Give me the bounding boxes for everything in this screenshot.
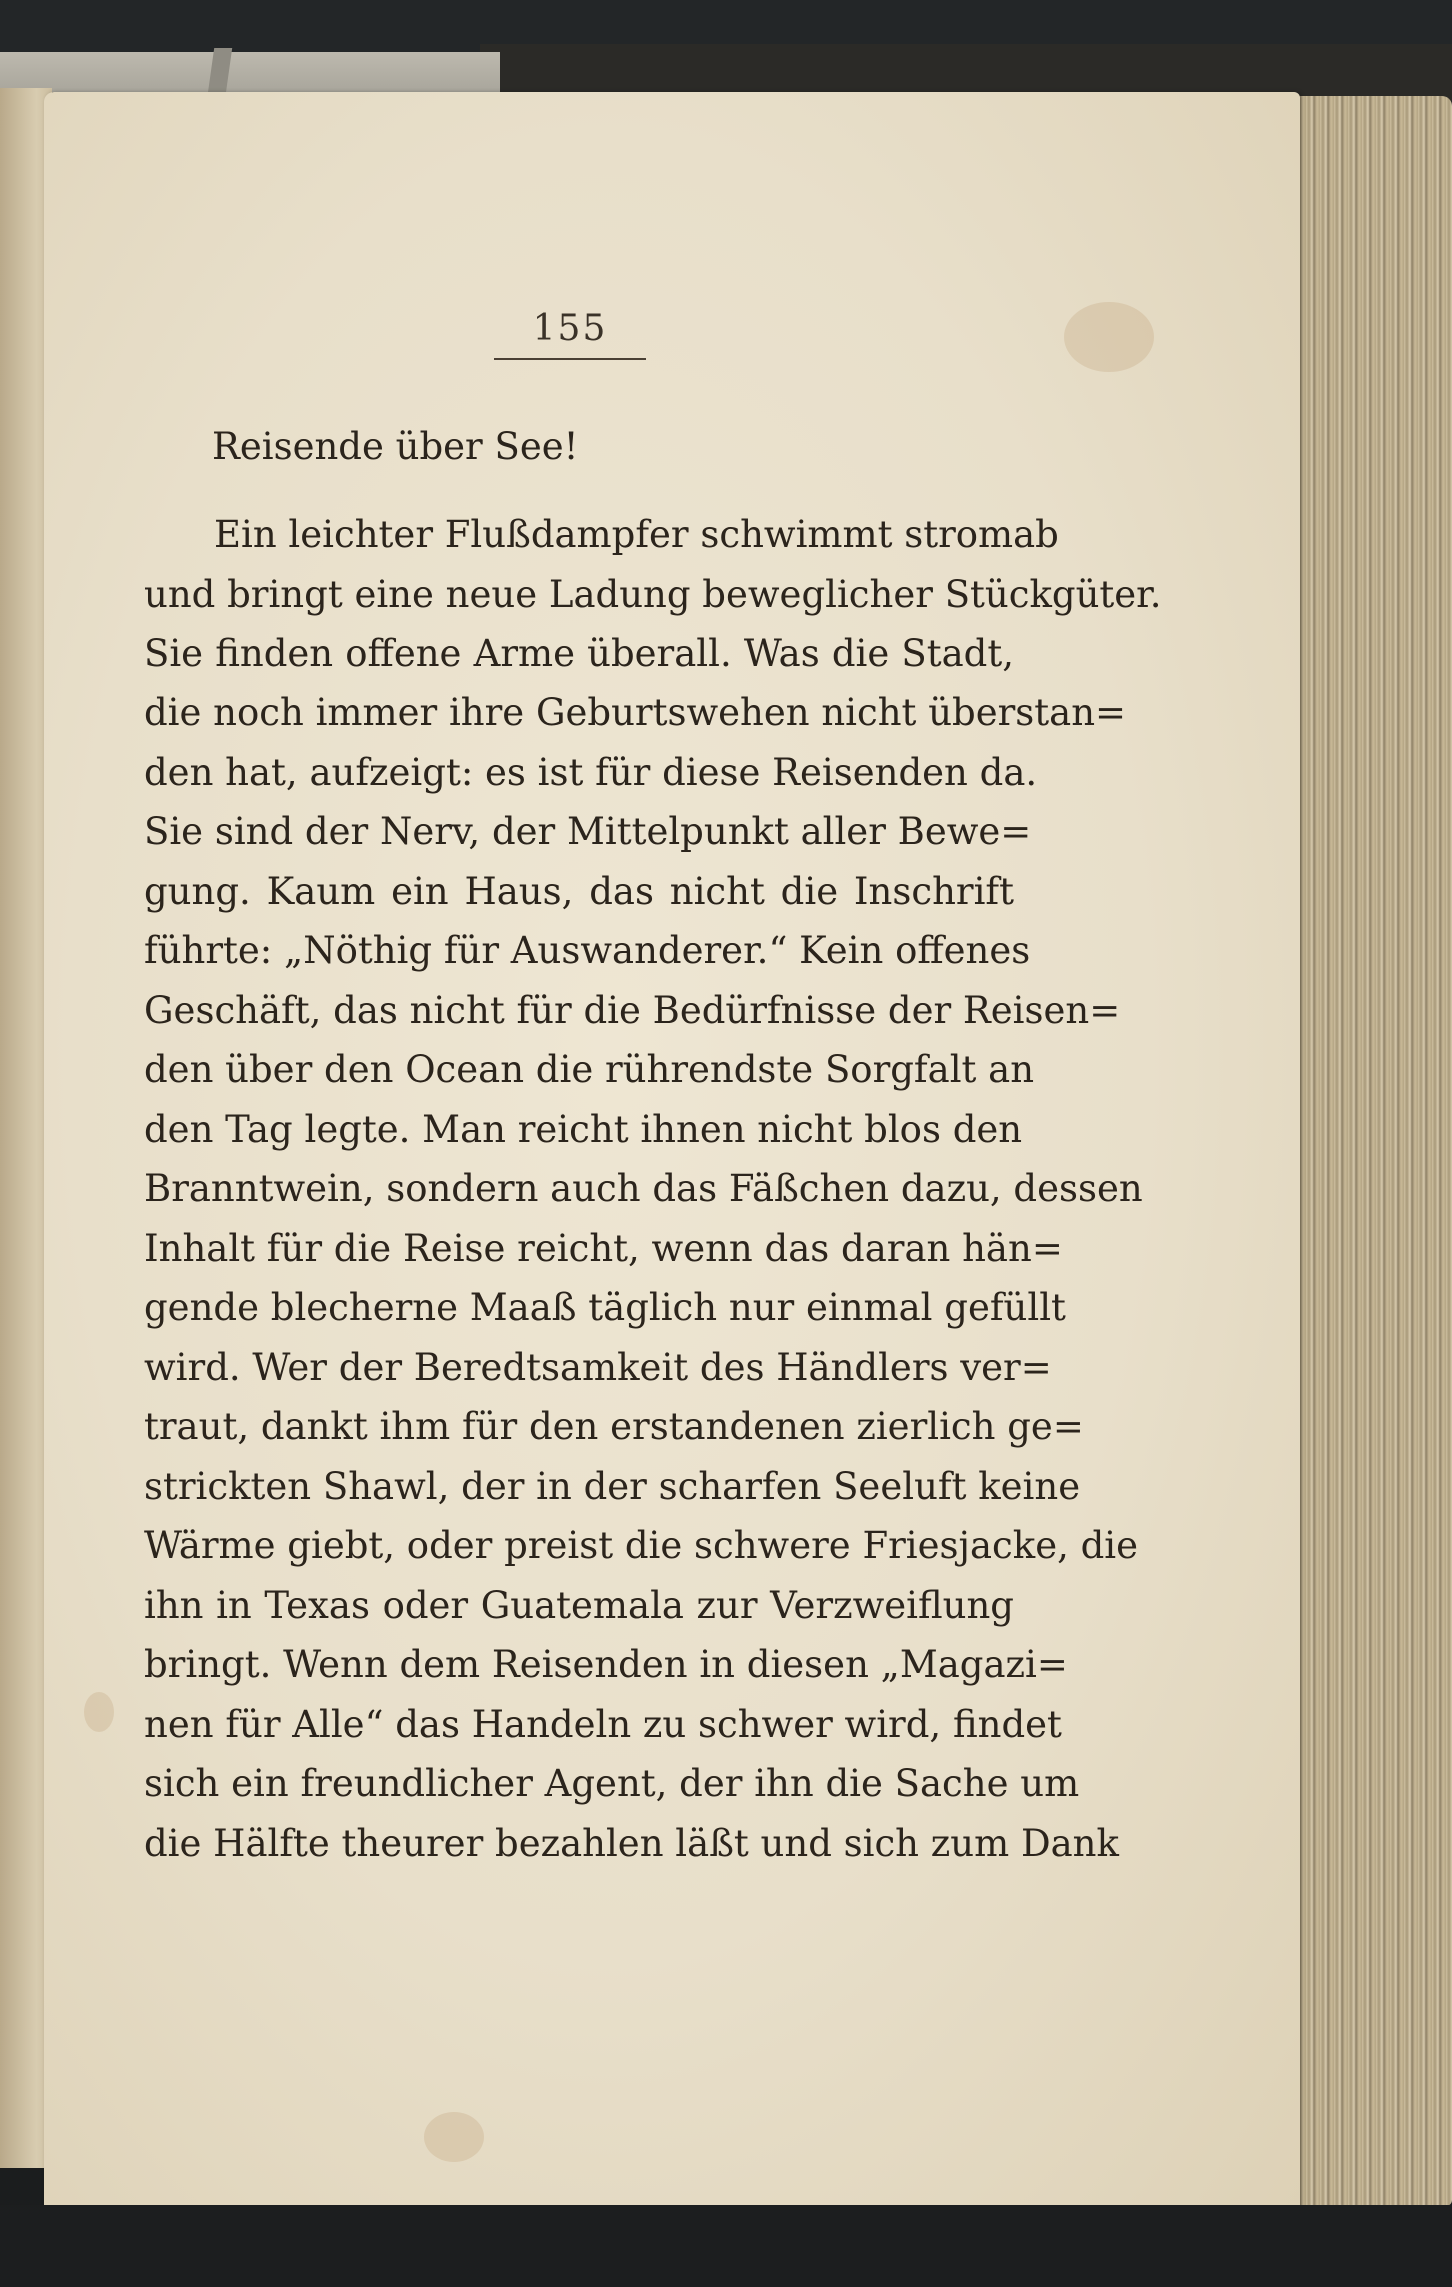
page-block-edges	[1292, 96, 1452, 2206]
paper-stain	[84, 1692, 114, 1732]
text-line: den hat, aufzeigt: es ist für diese Reisenden da.	[144, 751, 1038, 794]
text-line: ihn in Texas oder Guatemala zur Verzweiflung	[144, 1584, 1014, 1627]
text-line: Sie sind der Nerv, der Mittelpunkt aller Bewe=	[144, 810, 1032, 853]
section-heading: Reisende über See!	[212, 425, 579, 468]
text-line: nen für Alle“ das Handeln zu schwer wird, findet	[144, 1703, 1062, 1746]
paper-stain	[424, 2112, 484, 2162]
text-line: führte: „Nöthig für Auswanderer.“ Kein offenes	[144, 929, 1031, 972]
text-line: gende blecherne Maaß täglich nur einmal gefüllt	[144, 1286, 1066, 1329]
text-line: bringt. Wenn dem Reisenden in diesen „Magazi=	[144, 1643, 1068, 1686]
page-number-rule	[494, 358, 646, 360]
paper-stain	[1064, 302, 1154, 372]
text-line: den Tag legte. Man reicht ihnen nicht blos den	[144, 1108, 1023, 1151]
binding-cloth	[0, 52, 500, 92]
text-line: die Hälfte theurer bezahlen läßt und sich zum Dank	[144, 1822, 1119, 1865]
page-number: 155	[532, 308, 608, 349]
text-line: die noch immer ihre Geburtswehen nicht überstan=	[144, 691, 1127, 734]
text-line: Inhalt für die Reise reicht, wenn das daran hän=	[144, 1227, 1063, 1270]
text-line: und bringt eine neue Ladung beweglicher Stückgüter.	[144, 573, 1162, 616]
text-line: Wärme giebt, oder preist die schwere Friesjacke, die	[144, 1524, 1139, 1567]
text-line: den über den Ocean die rührendste Sorgfalt an	[144, 1048, 1035, 1091]
scan-background-bottom	[0, 2205, 1452, 2287]
text-line: strickten Shawl, der in der scharfen Seeluft keine	[144, 1465, 1081, 1508]
text-line: traut, dankt ihm für den erstandenen zierlich ge=	[144, 1405, 1084, 1448]
text-line: gung. Kaum ein Haus, das nicht die Inschrift	[144, 870, 1014, 913]
text-line: Ein leichter Flußdampfer schwimmt stromab	[214, 513, 1059, 556]
text-line: Sie finden offene Arme überall. Was die Stadt,	[144, 632, 1014, 675]
text-line: wird. Wer der Beredtsamkeit des Händlers ver=	[144, 1346, 1052, 1389]
text-line: Geschäft, das nicht für die Bedürfnisse der Reisen=	[144, 989, 1121, 1032]
text-line: sich ein freundlicher Agent, der ihn die Sache um	[144, 1762, 1080, 1805]
text-line: Branntwein, sondern auch das Fäßchen dazu, dessen	[144, 1167, 1143, 1210]
